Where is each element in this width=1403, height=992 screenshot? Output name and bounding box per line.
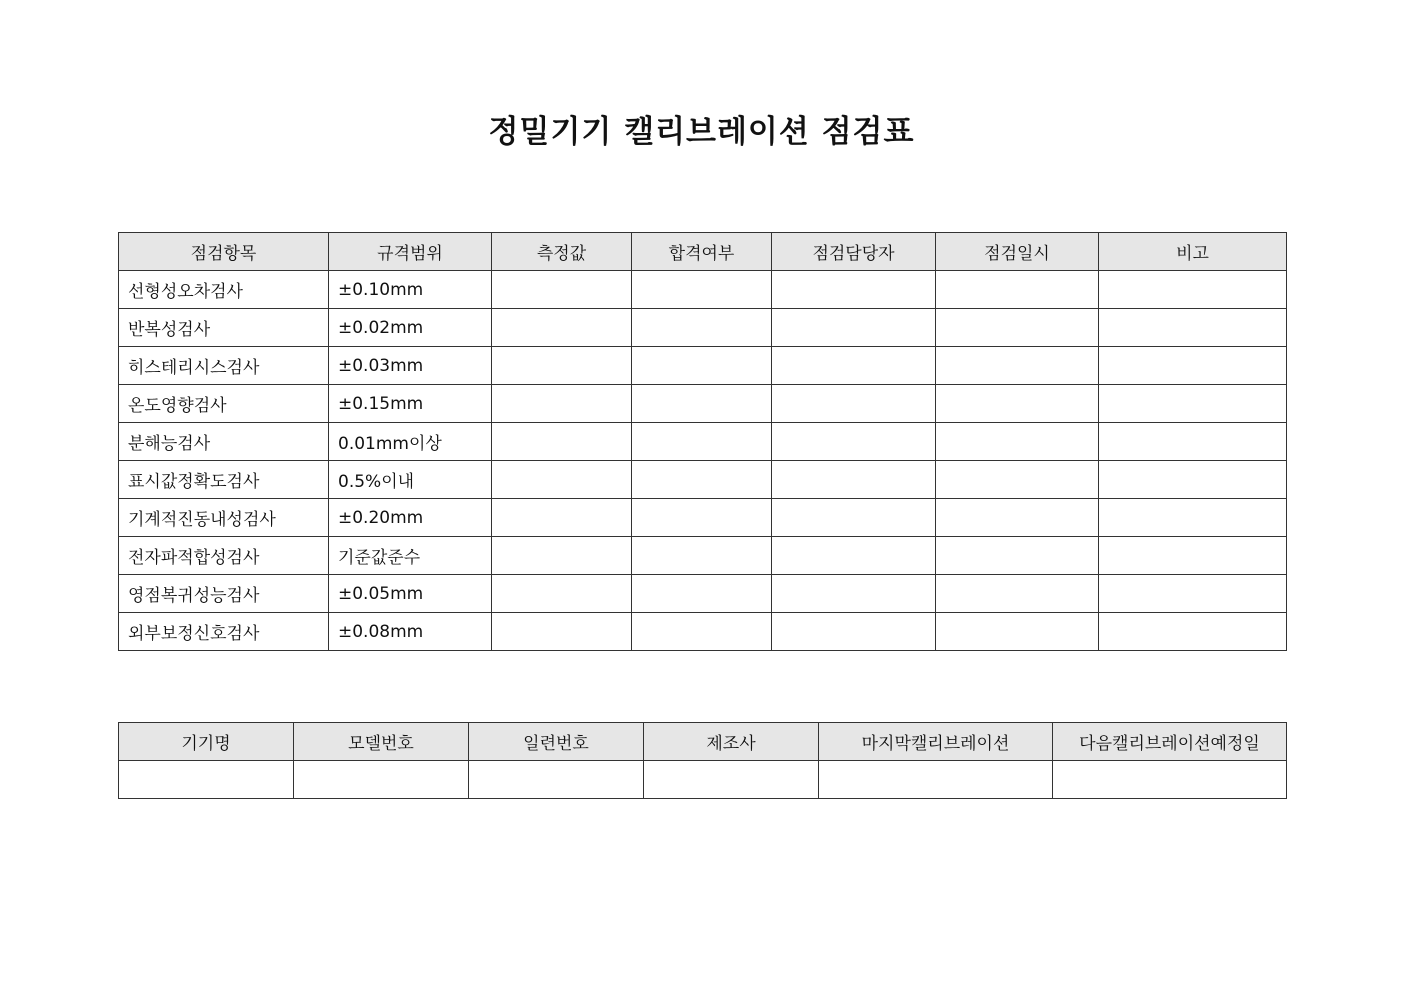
inspection-datetime-cell[interactable] bbox=[936, 271, 1099, 309]
inspector-cell[interactable] bbox=[772, 271, 936, 309]
inspection-item-cell: 기계적진동내성검사 bbox=[119, 499, 329, 537]
inspector-cell[interactable] bbox=[772, 385, 936, 423]
inspector-cell[interactable] bbox=[772, 423, 936, 461]
measured-value-cell[interactable] bbox=[492, 499, 632, 537]
remarks-cell[interactable] bbox=[1099, 575, 1287, 613]
device-header-row bbox=[119, 723, 1287, 761]
pass-fail-cell[interactable] bbox=[632, 613, 772, 651]
table-row bbox=[119, 461, 1287, 499]
table-row bbox=[119, 613, 1287, 651]
inspection-datetime-cell[interactable] bbox=[936, 461, 1099, 499]
header-inspection-item: 점검항목 bbox=[119, 233, 329, 271]
spec-range-cell: ±0.10mm bbox=[329, 271, 492, 309]
inspection-item-cell: 표시값정확도검사 bbox=[119, 461, 329, 499]
inspector-cell[interactable] bbox=[772, 309, 936, 347]
spec-range-cell: ±0.15mm bbox=[329, 385, 492, 423]
header-measured-value: 측정값 bbox=[492, 233, 632, 271]
pass-fail-cell[interactable] bbox=[632, 461, 772, 499]
remarks-cell[interactable] bbox=[1099, 385, 1287, 423]
device-name-cell[interactable] bbox=[119, 761, 294, 799]
header-inspection-datetime: 점검일시 bbox=[936, 233, 1099, 271]
inspection-item-cell: 영점복귀성능검사 bbox=[119, 575, 329, 613]
header-pass-fail: 합격여부 bbox=[632, 233, 772, 271]
header-remarks: 비고 bbox=[1099, 233, 1287, 271]
next-calibration-date-cell[interactable] bbox=[1053, 761, 1287, 799]
inspection-datetime-cell[interactable] bbox=[936, 385, 1099, 423]
inspection-datetime-cell[interactable] bbox=[936, 537, 1099, 575]
inspection-datetime-cell[interactable] bbox=[936, 575, 1099, 613]
serial-number-cell[interactable] bbox=[469, 761, 644, 799]
pass-fail-cell[interactable] bbox=[632, 271, 772, 309]
spec-range-cell: 0.5%이내 bbox=[329, 461, 492, 499]
table-row bbox=[119, 309, 1287, 347]
inspector-cell[interactable] bbox=[772, 347, 936, 385]
measured-value-cell[interactable] bbox=[492, 613, 632, 651]
header-spec-range: 규격범위 bbox=[329, 233, 492, 271]
pass-fail-cell[interactable] bbox=[632, 423, 772, 461]
spec-range-cell: ±0.02mm bbox=[329, 309, 492, 347]
measured-value-cell[interactable] bbox=[492, 309, 632, 347]
inspector-cell[interactable] bbox=[772, 461, 936, 499]
spec-range-cell: ±0.20mm bbox=[329, 499, 492, 537]
remarks-cell[interactable] bbox=[1099, 423, 1287, 461]
spec-range-cell: ±0.05mm bbox=[329, 575, 492, 613]
pass-fail-cell[interactable] bbox=[632, 575, 772, 613]
header-inspector: 점검담당자 bbox=[772, 233, 936, 271]
inspection-item-cell: 선형성오차검사 bbox=[119, 271, 329, 309]
pass-fail-cell[interactable] bbox=[632, 385, 772, 423]
header-next-calibration-date: 다음캘리브레이션예정일 bbox=[1053, 723, 1287, 761]
header-model-number: 모델번호 bbox=[294, 723, 469, 761]
inspection-item-cell: 반복성검사 bbox=[119, 309, 329, 347]
spec-range-cell: 0.01mm이상 bbox=[329, 423, 492, 461]
table-row bbox=[119, 537, 1287, 575]
inspection-header-row bbox=[119, 233, 1287, 271]
inspector-cell[interactable] bbox=[772, 613, 936, 651]
table-row bbox=[119, 347, 1287, 385]
measured-value-cell[interactable] bbox=[492, 537, 632, 575]
measured-value-cell[interactable] bbox=[492, 347, 632, 385]
device-info-table bbox=[118, 722, 1287, 799]
inspection-datetime-cell[interactable] bbox=[936, 423, 1099, 461]
pass-fail-cell[interactable] bbox=[632, 537, 772, 575]
pass-fail-cell[interactable] bbox=[632, 499, 772, 537]
table-row bbox=[119, 271, 1287, 309]
table-row bbox=[119, 499, 1287, 537]
header-last-calibration: 마지막캘리브레이션 bbox=[819, 723, 1053, 761]
measured-value-cell[interactable] bbox=[492, 423, 632, 461]
inspector-cell[interactable] bbox=[772, 499, 936, 537]
table-row bbox=[119, 423, 1287, 461]
remarks-cell[interactable] bbox=[1099, 461, 1287, 499]
table-row bbox=[119, 385, 1287, 423]
spec-range-cell: 기준값준수 bbox=[329, 537, 492, 575]
measured-value-cell[interactable] bbox=[492, 271, 632, 309]
last-calibration-cell[interactable] bbox=[819, 761, 1053, 799]
inspection-table bbox=[118, 232, 1287, 651]
inspector-cell[interactable] bbox=[772, 575, 936, 613]
remarks-cell[interactable] bbox=[1099, 613, 1287, 651]
measured-value-cell[interactable] bbox=[492, 461, 632, 499]
inspection-item-cell: 분해능검사 bbox=[119, 423, 329, 461]
inspection-datetime-cell[interactable] bbox=[936, 499, 1099, 537]
inspector-cell[interactable] bbox=[772, 537, 936, 575]
inspection-item-cell: 히스테리시스검사 bbox=[119, 347, 329, 385]
inspection-datetime-cell[interactable] bbox=[936, 309, 1099, 347]
table-row bbox=[119, 575, 1287, 613]
remarks-cell[interactable] bbox=[1099, 499, 1287, 537]
remarks-cell[interactable] bbox=[1099, 309, 1287, 347]
model-number-cell[interactable] bbox=[294, 761, 469, 799]
pass-fail-cell[interactable] bbox=[632, 347, 772, 385]
page-title: 정밀기기 캘리브레이션 점검표 bbox=[488, 114, 915, 150]
remarks-cell[interactable] bbox=[1099, 537, 1287, 575]
measured-value-cell[interactable] bbox=[492, 385, 632, 423]
manufacturer-cell[interactable] bbox=[644, 761, 819, 799]
remarks-cell[interactable] bbox=[1099, 271, 1287, 309]
device-value-row bbox=[119, 761, 1287, 799]
spec-range-cell: ±0.03mm bbox=[329, 347, 492, 385]
header-manufacturer: 제조사 bbox=[644, 723, 819, 761]
inspection-item-cell: 전자파적합성검사 bbox=[119, 537, 329, 575]
inspection-datetime-cell[interactable] bbox=[936, 347, 1099, 385]
inspection-datetime-cell[interactable] bbox=[936, 613, 1099, 651]
inspection-item-cell: 외부보정신호검사 bbox=[119, 613, 329, 651]
remarks-cell[interactable] bbox=[1099, 347, 1287, 385]
header-serial-number: 일련번호 bbox=[469, 723, 644, 761]
header-device-name: 기기명 bbox=[119, 723, 294, 761]
inspection-item-cell: 온도영향검사 bbox=[119, 385, 329, 423]
spec-range-cell: ±0.08mm bbox=[329, 613, 492, 651]
pass-fail-cell[interactable] bbox=[632, 309, 772, 347]
measured-value-cell[interactable] bbox=[492, 575, 632, 613]
